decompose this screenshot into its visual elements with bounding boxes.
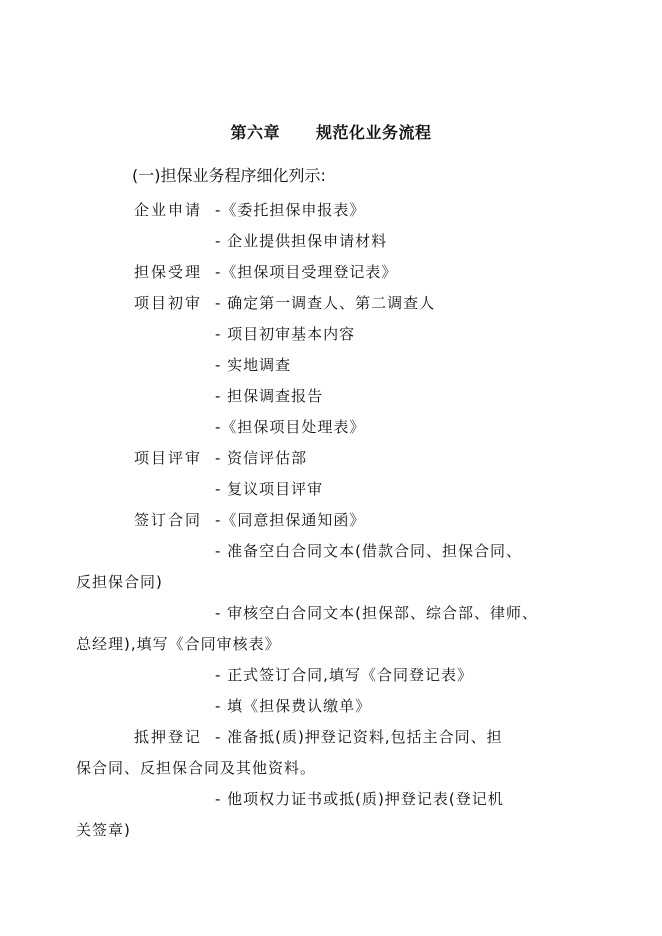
more-item-2: - 填《担保费认缴单》 — [215, 697, 372, 715]
row-label-1: 企业申请 — [134, 201, 203, 219]
row-item-1: -《委托担保申报表》 — [215, 201, 366, 219]
row-item-8: -《担保项目处理表》 — [215, 418, 366, 436]
wrapped-1-line-2: 反担保合同) — [76, 573, 163, 591]
wrapped-2-line-1: - 审核空白合同文本(担保部、综合部、律师、 — [215, 604, 539, 622]
mortgage-line-3: - 他项权力证书或抵(质)押登记表(登记机 — [215, 790, 504, 808]
row-item-11: -《同意担保通知函》 — [215, 511, 366, 529]
mortgage-label: 抵押登记 — [134, 728, 203, 746]
chapter-title — [0, 120, 662, 143]
mortgage-line-1: - 准备抵(质)押登记资料,包括主合同、担 — [215, 728, 503, 746]
mortgage-line-2: 保合同、反担保合同及其他资料。 — [76, 759, 317, 777]
wrapped-2-line-2: 总经理),填写《合同审核表》 — [76, 635, 281, 653]
chapter-name: 规范化业务流程 — [316, 123, 432, 142]
row-label-3: 担保受理 — [134, 263, 203, 281]
row-label-4: 项目初审 — [134, 294, 203, 312]
row-item-5: - 项目初审基本内容 — [215, 325, 356, 343]
row-label-11: 签订合同 — [134, 511, 203, 529]
row-item-3: -《担保项目受理登记表》 — [215, 263, 398, 281]
chapter-number: 第六章 — [230, 123, 280, 142]
section-heading: (一)担保业务程序细化列示: — [132, 166, 326, 185]
row-item-4: - 确定第一调查人、第二调查人 — [215, 294, 436, 312]
row-item-10: - 复议项目评审 — [215, 480, 324, 498]
more-item-1: - 正式签订合同,填写《合同登记表》 — [215, 666, 473, 684]
row-item-6: - 实地调查 — [215, 356, 292, 374]
wrapped-1-line-1: - 准备空白合同文本(借款合同、担保合同、 — [215, 542, 523, 560]
row-item-9: - 资信评估部 — [215, 449, 308, 467]
mortgage-line-4: 关签章) — [76, 821, 131, 839]
row-item-7: - 担保调查报告 — [215, 387, 324, 405]
row-label-9: 项目评审 — [134, 449, 203, 467]
row-item-2: - 企业提供担保申请材料 — [215, 232, 388, 250]
